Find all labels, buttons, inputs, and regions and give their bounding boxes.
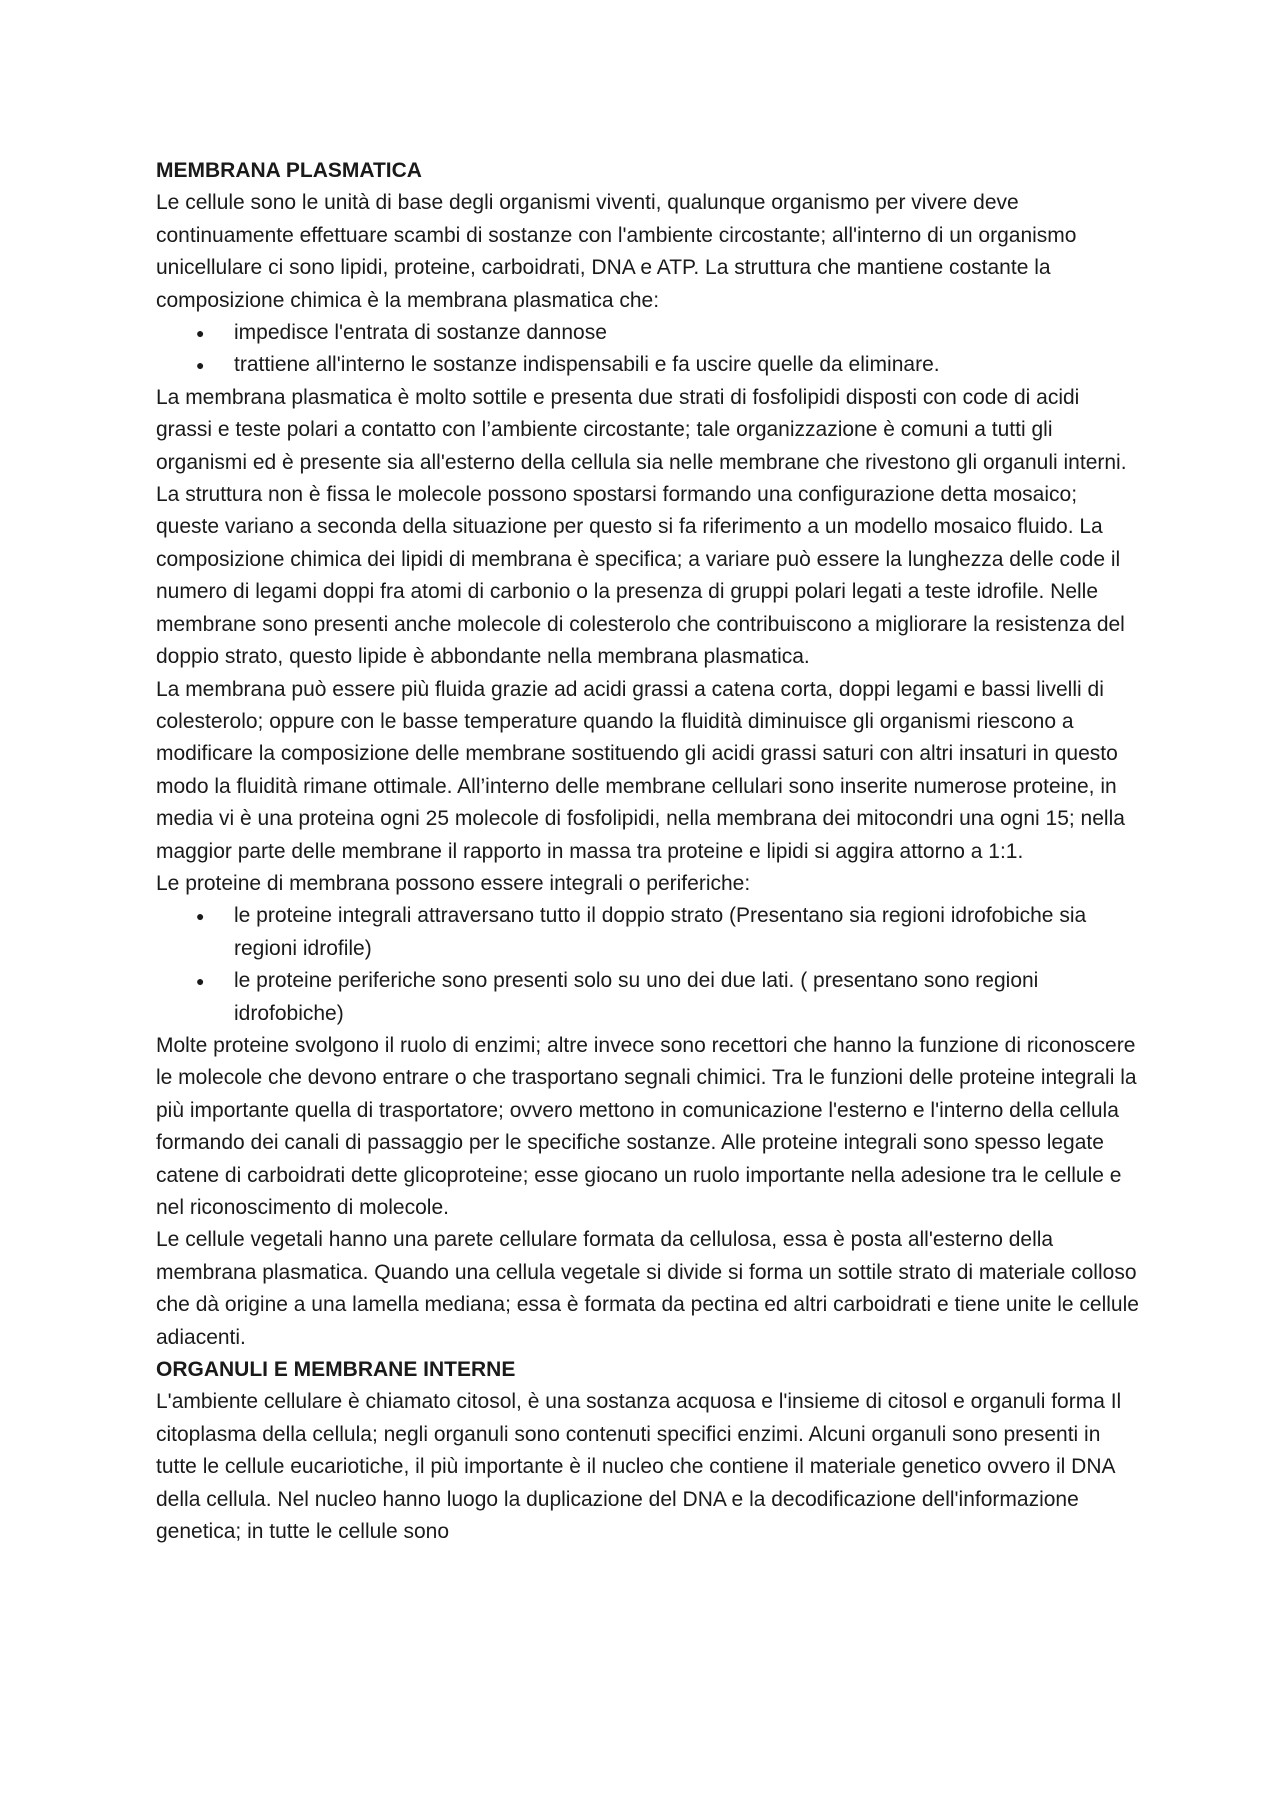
- list-item: [156, 317, 1141, 349]
- paragraph-protein-types: Le proteine di membrana possono essere integrali o periferiche:: [156, 871, 751, 895]
- heading-organuli: ORGANULI E MEMBRANE INTERNE: [156, 1358, 516, 1382]
- bullet-list-functions: [156, 317, 1141, 382]
- heading-membrana-plasmatica: MEMBRANA PLASMATICA: [156, 159, 422, 182]
- bullet-icon: ●: [196, 973, 205, 990]
- paragraph-citosol: L'ambiente cellulare è chiamato citosol, è una sostanza acquosa e l'insieme di citosol e organuli forma Il citoplasma della cellula; negli organuli sono contenuti specifici enzimi. Alcuni organuli sono presenti in tutte le cellule eucariotiche, il più importante è il nucleo che contiene il materiale genetico ovvero il DNA della cellula. Nel nucleo hanno luogo la duplicazione del DNA e la decodificazione dell'informazione genetica; in tutte le cellule sono: [156, 1390, 1122, 1544]
- list-item-text: le proteine periferiche sono presenti solo su uno dei due lati. ( presentano sono regioni idrofobiche): [234, 969, 1039, 1025]
- bullet-list-proteins: [156, 900, 1141, 1030]
- paragraph-protein-roles: Molte proteine svolgono il ruolo di enzimi; altre invece sono recettori che hanno la funzione di riconoscere le molecole che devono entrare o che trasportano segnali chimici. Tra le funzioni delle proteine integrali la più importante quella di trasportatore; ovvero mettono in comunicazione l'esterno e l'interno della cellula formando dei canali di passaggio per le specifiche sostanze. Alle proteine integrali sono spesso legate catene di carboidrati dette glicoproteine; esse giocano un ruolo importante nella adesione tra le cellule e nel riconoscimento di molecole.: [156, 1033, 1137, 1219]
- list-item-text: le proteine integrali attraversano tutto il doppio strato (Presentano sia regioni idrofobiche sia regioni idrofile): [234, 904, 1087, 960]
- bullet-icon: ●: [196, 325, 205, 342]
- bullet-icon: ●: [196, 357, 205, 374]
- bullet-icon: ●: [196, 908, 205, 925]
- document-page: [156, 155, 1141, 1548]
- paragraph-fluidity: La membrana può essere più fluida grazie ad acidi grassi a catena corta, doppi legami e bassi livelli di colesterolo; oppure con le basse temperature quando la fluidità diminuisce gli organismi riescono a modificare la composizione delle membrane sostituendo gli acidi grassi saturi con altri insaturi in questo modo la fluidità rimane ottimale. All’interno delle membrane cellulari sono inserite numerose proteine, in media vi è una proteina ogni 25 molecole di fosfolipidi, nella membrana dei mitocondri una ogni 15; nella maggior parte delle membrane il rapporto in massa tra proteine e lipidi si aggira attorno a 1:1.: [156, 677, 1125, 863]
- list-item-text: trattiene all'interno le sostanze indispensabili e fa uscire quelle da eliminare.: [234, 353, 940, 377]
- list-item: [156, 900, 1141, 965]
- list-item: [156, 349, 1141, 381]
- list-item-text: impedisce l'entrata di sostanze dannose: [234, 321, 607, 345]
- paragraph-plant-cells: Le cellule vegetali hanno una parete cellulare formata da cellulosa, essa è posta all'esterno della membrana plasmatica. Quando una cellula vegetale si divide si forma un sottile strato di materiale colloso che dà origine a una lamella mediana; essa è formata da pectina ed altri carboidrati e tiene unite le cellule adiacenti.: [156, 1228, 1139, 1349]
- paragraph-intro: Le cellule sono le unità di base degli organismi viventi, qualunque organismo per vivere deve continuamente effettuare scambi di sostanze con l'ambiente circostante; all'interno di un organismo unicellulare ci sono lipidi, proteine, carboidrati, DNA e ATP. La struttura che mantiene costante la composizione chimica è la membrana plasmatica che:: [156, 191, 1077, 312]
- list-item: [156, 965, 1141, 1030]
- paragraph-structure: La membrana plasmatica è molto sottile e presenta due strati di fosfolipidi disposti con code di acidi grassi e teste polari a contatto con l’ambiente circostante; tale organizzazione è comuni a tutti gli organismi ed è presente sia all'esterno della cellula sia nelle membrane che rivestono gli organuli interni. La struttura non è fissa le molecole possono spostarsi formando una configurazione detta mosaico; queste variano a seconda della situazione per questo si fa riferimento a un modello mosaico fluido. La composizione chimica dei lipidi di membrana è specifica; a variare può essere la lunghezza delle code il numero di legami doppi fra atomi di carbonio o la presenza di gruppi polari legati a teste idrofile. Nelle membrane sono presenti anche molecole di colesterolo che contribuiscono a migliorare la resistenza del doppio strato, questo lipide è abbondante nella membrana plasmatica.: [156, 385, 1127, 669]
